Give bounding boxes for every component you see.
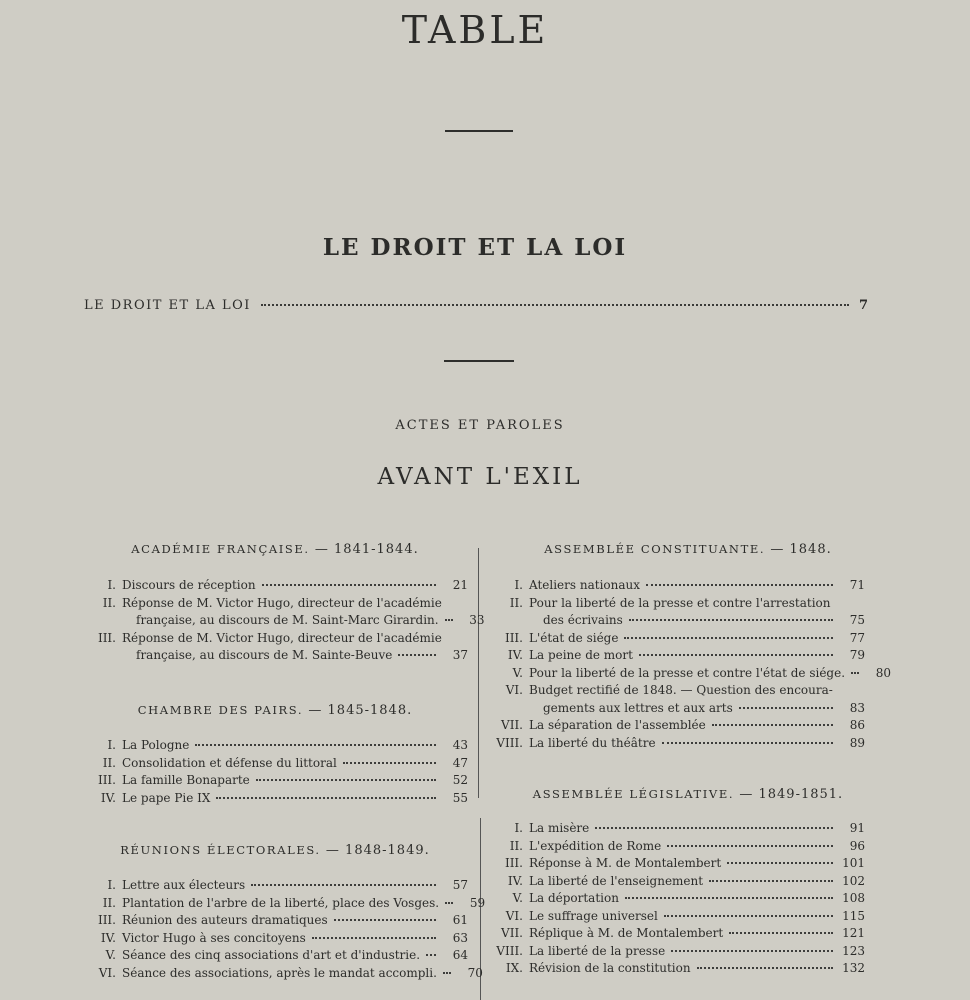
entry-page: 55 xyxy=(452,790,468,805)
leader-dots xyxy=(398,654,436,656)
entry-number: VI. xyxy=(98,965,116,980)
entry-title: Séance des associations, après le mandat accompli. xyxy=(122,965,437,980)
toc-entry[interactable] xyxy=(487,855,865,873)
leader-dots xyxy=(443,972,451,974)
entry-page: 132 xyxy=(842,961,865,975)
entry-number: VII. xyxy=(501,718,523,732)
toc-entry[interactable] xyxy=(80,772,468,790)
entry-title: Révision de la constitution xyxy=(529,961,691,975)
leader-dots xyxy=(667,845,833,847)
leader-dots xyxy=(739,707,833,709)
entry-number: V. xyxy=(512,665,523,680)
toc-entry[interactable] xyxy=(487,647,865,665)
academie-entries xyxy=(80,577,485,665)
toc-entry[interactable] xyxy=(487,925,865,943)
toc-entry[interactable] xyxy=(80,965,483,983)
entry-number: III. xyxy=(97,773,116,787)
leader-dots xyxy=(195,744,436,746)
pairs-heading xyxy=(70,703,480,718)
legislative-heading xyxy=(488,787,888,802)
entry-page: 91 xyxy=(849,821,865,835)
entry-page: 21 xyxy=(452,578,468,592)
academie-years: — 1841-1844. xyxy=(314,542,419,557)
entry-number: III. xyxy=(97,630,116,645)
pairs-entries xyxy=(80,737,468,807)
entry-title: Réplique à M. de Montalembert xyxy=(529,926,724,940)
entry-title: L'état de siége xyxy=(529,630,619,645)
entry-number: III. xyxy=(504,856,523,870)
toc-entry[interactable] xyxy=(80,755,468,773)
toc-entry[interactable] xyxy=(487,943,865,961)
entry-title: Lettre aux électeurs xyxy=(122,878,246,892)
toc-entry[interactable] xyxy=(487,960,865,978)
entry-number: I. xyxy=(107,578,116,592)
leader-dots xyxy=(727,862,833,864)
entry-number: III. xyxy=(97,913,116,927)
leader-dots xyxy=(261,304,849,306)
constituante-years: — 1848. xyxy=(770,542,832,557)
entry-page: 101 xyxy=(842,856,865,870)
entry-title: Victor Hugo à ses concitoyens xyxy=(122,930,306,945)
leader-dots xyxy=(251,884,436,886)
entry-title: Pour la liberté de la presse et contre l'état de siége. xyxy=(529,665,846,680)
pairs-title: CHAMBRE DES PAIRS. xyxy=(137,703,304,717)
entry-page: 64 xyxy=(452,948,468,962)
leader-dots xyxy=(729,932,833,934)
entry-title: La peine de mort xyxy=(529,648,633,662)
leader-dots xyxy=(426,954,436,956)
toc-entry[interactable] xyxy=(487,630,865,648)
entry-page: 96 xyxy=(849,838,865,853)
toc-entry[interactable] xyxy=(487,595,865,630)
entry-number: II. xyxy=(509,595,523,610)
toc-entry[interactable] xyxy=(487,820,865,838)
entry-title: Pour la liberté de la presse et contre l'arrestation xyxy=(529,595,831,610)
toc-entry[interactable] xyxy=(80,737,468,755)
entry-title: gements aux lettres et aux arts xyxy=(543,700,733,715)
constituante-heading xyxy=(488,542,888,557)
entry-title: La séparation de l'assemblée xyxy=(529,718,706,732)
leader-dots xyxy=(664,915,833,917)
entry-number: VIII. xyxy=(496,943,523,958)
toc-entry[interactable] xyxy=(80,630,468,665)
leader-dots xyxy=(343,762,436,764)
entry-number: VI. xyxy=(505,908,523,923)
leader-dots xyxy=(445,619,453,621)
entry-page: 57 xyxy=(452,878,468,892)
leader-dots xyxy=(697,967,833,969)
entry-page: 59 xyxy=(469,895,486,910)
entry-page: 121 xyxy=(842,926,865,940)
entry-number: I. xyxy=(107,878,116,892)
leader-dots xyxy=(629,619,833,621)
entry-number: IV. xyxy=(507,648,523,662)
entry-number: II. xyxy=(102,755,116,770)
toc-entry[interactable] xyxy=(487,890,865,908)
toc-entry[interactable] xyxy=(80,790,468,808)
entry-number: II. xyxy=(509,838,523,853)
leader-dots xyxy=(709,880,833,882)
entry-title: Le pape Pie IX xyxy=(122,790,211,805)
reunions-entries xyxy=(80,877,486,982)
entry-page: 79 xyxy=(849,648,865,662)
entry-page: 75 xyxy=(849,613,865,627)
entry-title: française, au discours de M. Sainte-Beuve xyxy=(136,648,393,662)
entry-title: Le suffrage universel xyxy=(529,908,658,923)
entry-page: 89 xyxy=(849,735,865,750)
entry-title: La liberté du théâtre xyxy=(529,735,656,750)
entry-title: La misère xyxy=(529,821,590,835)
reunions-heading xyxy=(70,843,480,858)
toc-entry[interactable] xyxy=(487,735,865,753)
toc-entry[interactable] xyxy=(80,947,468,965)
leader-dots xyxy=(639,654,833,656)
section2-heading: AVANT L'EXIL xyxy=(377,464,583,490)
leader-dots xyxy=(646,584,833,586)
section2-subheading: ACTES ET PAROLES xyxy=(395,418,565,433)
entry-title: Réponse de M. Victor Hugo, directeur de l'académie xyxy=(122,630,442,645)
section1-entry-label: LE DROIT ET LA LOI xyxy=(84,298,251,313)
entry-page: 115 xyxy=(842,908,865,923)
toc-entry[interactable] xyxy=(487,577,865,595)
academie-heading xyxy=(70,542,480,557)
toc-entry[interactable] xyxy=(487,665,892,683)
entry-title: Budget rectifié de 1848. — Question des encoura- xyxy=(529,683,833,697)
entry-number: VII. xyxy=(501,926,523,940)
entry-number: III. xyxy=(504,630,523,645)
entry-number: IV. xyxy=(100,790,116,805)
legislative-title: ASSEMBLÉE LÉGISLATIVE. xyxy=(532,787,735,801)
section-rule xyxy=(444,360,514,362)
constituante-title: ASSEMBLÉE CONSTITUANTE. xyxy=(544,542,766,556)
entry-title: L'expédition de Rome xyxy=(529,838,662,853)
toc-entry[interactable] xyxy=(80,877,468,895)
entry-page: 63 xyxy=(452,930,468,945)
entry-number: IV. xyxy=(507,873,523,888)
section1-entry[interactable] xyxy=(84,298,868,313)
entry-title: Discours de réception xyxy=(122,578,256,592)
entry-page: 70 xyxy=(467,965,483,980)
toc-entry[interactable] xyxy=(487,908,865,926)
toc-entry[interactable] xyxy=(80,577,468,595)
entry-number: V. xyxy=(512,891,523,905)
leader-dots xyxy=(662,742,833,744)
toc-entry[interactable] xyxy=(80,895,486,913)
entry-page: 80 xyxy=(875,665,892,680)
leader-dots xyxy=(256,779,436,781)
entry-number: VI. xyxy=(505,683,523,697)
entry-title: La famille Bonaparte xyxy=(122,773,250,787)
entry-number: IV. xyxy=(100,930,116,945)
entry-number: II. xyxy=(102,595,116,610)
entry-title: Ateliers nationaux xyxy=(529,578,641,592)
leader-dots xyxy=(445,902,453,904)
entry-title: Consolidation et défense du littoral xyxy=(122,755,337,770)
leader-dots xyxy=(334,919,436,921)
academie-title: ACADÉMIE FRANÇAISE. xyxy=(131,542,310,556)
entry-title: Séance des cinq associations d'art et d'industrie. xyxy=(122,948,421,962)
entry-title: Réunion des auteurs dramatiques xyxy=(122,913,328,927)
entry-page: 52 xyxy=(452,773,468,787)
leader-dots xyxy=(712,724,833,726)
title-rule xyxy=(445,130,513,132)
entry-title: La déportation xyxy=(529,891,619,905)
entry-page: 108 xyxy=(842,891,865,905)
toc-entry[interactable] xyxy=(487,873,865,891)
entry-title: La liberté de l'enseignement xyxy=(529,873,704,888)
toc-entry[interactable] xyxy=(80,930,468,948)
toc-entry[interactable] xyxy=(487,838,865,856)
constituante-entries xyxy=(487,577,892,752)
reunions-title: RÉUNIONS ÉLECTORALES. xyxy=(120,843,321,857)
entry-number: I. xyxy=(107,738,116,752)
page-title: TABLE xyxy=(401,8,549,52)
leader-dots xyxy=(216,797,436,799)
entry-title: Plantation de l'arbre de la liberté, place des Vosges. xyxy=(122,895,440,910)
leader-dots xyxy=(851,672,859,674)
leader-dots xyxy=(625,897,833,899)
entry-page: 43 xyxy=(452,738,468,752)
entry-title: des écrivains xyxy=(543,613,623,627)
entry-page: 61 xyxy=(452,913,468,927)
leader-dots xyxy=(624,637,833,639)
entry-page: 71 xyxy=(849,578,865,592)
toc-entry[interactable] xyxy=(487,682,865,717)
entry-page: 47 xyxy=(452,755,468,770)
entry-page: 77 xyxy=(849,630,865,645)
leader-dots xyxy=(671,950,833,952)
legislative-years: — 1849-1851. xyxy=(739,787,844,802)
entry-page: 83 xyxy=(849,700,865,715)
column-separator xyxy=(478,548,479,798)
entry-page: 102 xyxy=(842,873,865,888)
leader-dots xyxy=(312,937,436,939)
entry-number: V. xyxy=(105,948,116,962)
reunions-years: — 1848-1849. xyxy=(325,843,430,858)
entry-number: I. xyxy=(514,821,523,835)
entry-page: 33 xyxy=(469,613,485,627)
toc-entry[interactable] xyxy=(80,595,485,630)
entry-number: I. xyxy=(514,578,523,592)
entry-title: Réponse de M. Victor Hugo, directeur de l'académie xyxy=(122,595,442,610)
entry-number: IX. xyxy=(505,961,523,975)
section1-heading: LE DROIT ET LA LOI xyxy=(322,234,628,261)
entry-page: 123 xyxy=(842,943,865,958)
entry-page: 86 xyxy=(849,718,865,732)
entry-page: 37 xyxy=(452,648,468,662)
entry-number: II. xyxy=(102,895,116,910)
entry-title: La Pologne xyxy=(122,738,190,752)
legislative-entries xyxy=(487,820,865,978)
toc-entry[interactable] xyxy=(487,717,865,735)
pairs-years: — 1845-1848. xyxy=(308,703,413,718)
entry-title: La liberté de la presse xyxy=(529,943,666,958)
entry-number: VIII. xyxy=(496,735,523,750)
leader-dots xyxy=(595,827,833,829)
toc-entry[interactable] xyxy=(80,912,468,930)
section1-entry-page: 7 xyxy=(858,298,868,313)
entry-title: Réponse à M. de Montalembert xyxy=(529,856,722,870)
entry-title: française, au discours de M. Saint-Marc Girardin. xyxy=(136,613,439,627)
leader-dots xyxy=(262,584,436,586)
